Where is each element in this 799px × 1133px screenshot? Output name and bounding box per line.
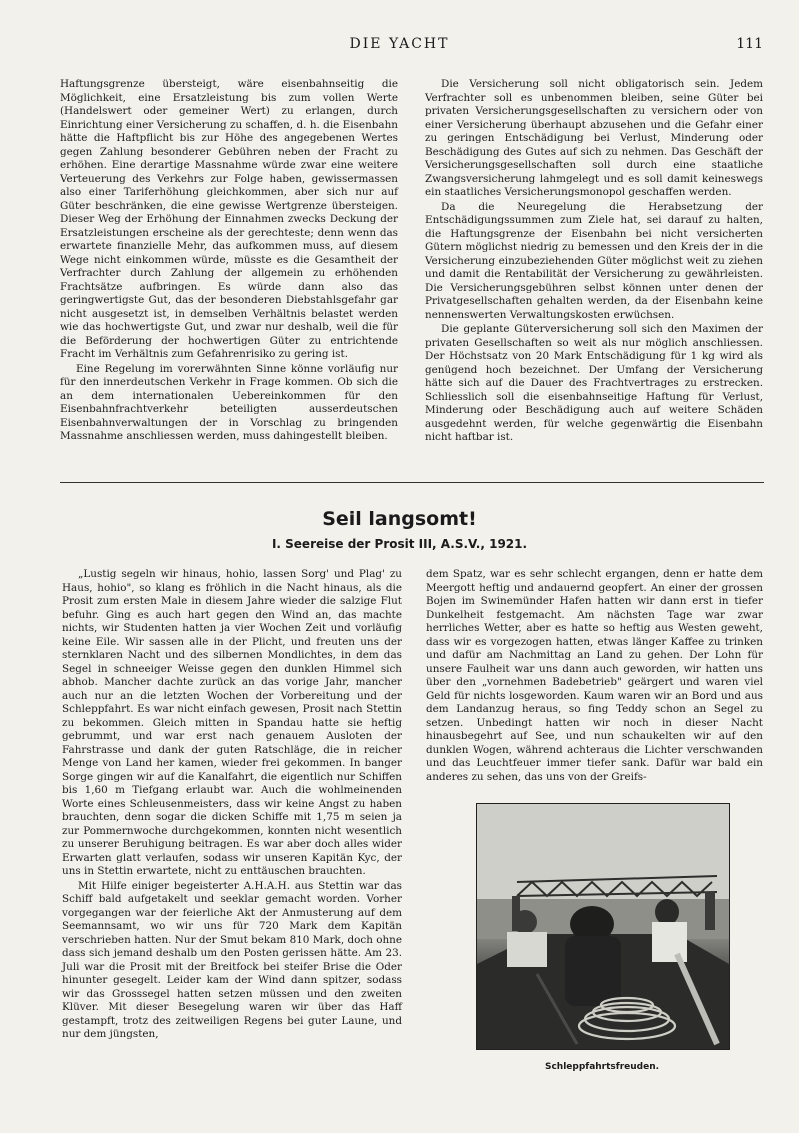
paragraph: Haftungsgrenze übersteigt, wäre eisenbahnseitig die Möglichkeit, eine Ersatzleistung bis zum vollen Werte (Handelswert oder gemeiner Wert) zu erlangen, durch Einrichtung einer Versicherung zu schaffen, d. h. die Eisenbahn hätte die Haftpflicht bis zur Höhe des angegebenen Wertes gegen Zahlung besonderer Gebühren neben der Fracht zu erhöhen. Eine derartige Massnahme würde zwar eine weitere Verteuerung des Verkehrs zur Folge haben, gewissermassen also einer Tariferhöhung gleichkommen, aber sich nur auf Güter beschränken, die eine gewisse Wertgrenze übersteigen. Dieser Weg der Erhöhung der Einnahmen zwecks Deckung der Ersatzleistungen erscheine als der gerechteste; denn wenn das erwartete finanzielle Mehr, das aufkommen muss, auf diesem Wege nicht einkommen würde, müsste es die Gesamtheit der Verfrachter durch Zahlung der allgemein zu erhöhenden Frachtsätze aufbringen. Es würde dann also das geringwertigste Gut, das der besonderen Diebstahlsgefahr gar nicht ausgesetzt ist, in demselben Verhältnis belastet werden wie das hochwertigste Gut, und zwar nur deshalb, weil die für die Beförderung der hochwertigen Güter zu entrichtende Fracht im Verhältnis zum Gefahrenrisiko zu gering ist. (60, 78, 398, 360)
article-title: Seil langsomt! (322, 508, 477, 530)
section-divider (60, 482, 764, 483)
paragraph: Mit Hilfe einiger begeisterter A.H.A.H. aus Stettin war das Schiff bald aufgetakelt und seeklar gemacht worden. Vorher vorgegangen war der feierliche Akt der Anmusterung auf dem Seemannsamt, wo wir uns für 720 Mark dem Kapitän verschrieben hatten. Nur der Smut bekam 810 Mark, doch ohne dass sich jemand deshalb um den Posten gerissen hätte. Am 23. Juli war die Prosit mit der Breitfock bei steifer Brise die Oder hinunter gesegelt. Leider kam der Wind dann spitzer, sodass wir das Grosssegel hatten setzen müssen und den zweiten Klüver. Mit dieser Besegelung waren wir über das Haff gestampft, trotz des zeitweiligen Regens bei guter Laune, und nur dem jüngsten, (62, 879, 402, 1040)
paragraph: Da die Neuregelung die Herabsetzung der Entschädigungssummen zum Ziele hat, sei darauf zu halten, die Haftungsgrenze der Eisenbahn bei nicht versicherten Gütern möglichst niedrig zu bemessen und den Kreis der in die Versicherung einzubeziehenden Güter möglichst weit zu ziehen und damit die Rentabilität der Versicherung zu gewährleisten. Die Versicherungsgebühren selbst können unter denen der Privatgesellschaften gehalten werden, da der Eisenbahn keine nennenswerten Verwaltungskosten erwüchsen. (425, 200, 763, 321)
article-left-column (62, 568, 402, 1043)
paragraph: Eine Regelung im vorerwähnten Sinne könne vorläufig nur für den innerdeutschen Verkehr in Frage kommen. Ob sich die an dem internationalen Uebereinkommen für den Eisenbahnfrachtverkehr beteiligten ausserdeutschen Eisenbahnverwaltungen der in Vorschlag zu bringenden Massnahme anschliessen werden, muss dahingestellt bleiben. (60, 362, 398, 442)
top-article-right-column (425, 78, 763, 446)
paragraph: „Lustig segeln wir hinaus, hohio, lassen Sorg' und Plag' zu Haus, hohio", so klang es fröhlich in die Nacht hinaus, als die Prosit zum ersten Male in diesem Jahre wieder die salzige Flut befuhr. Ging es auch hart gegen den Wind an, das machte nichts, wir Studenten hatten ja vier Wochen Zeit und vorläufig keine Eile. Wir sassen alle in der Plicht, und freuten uns der sternklaren Nacht und des silbernen Mondlichtes, in dem das Segel in schneeiger Weisse gegen den dunklen Himmel sich abhob. Mancher dachte zurück an das vorige Jahr, mancher auch nur an die letzten Wochen der Vorbereitung und der Schleppfahrt. Es war nicht einfach gewesen, Prosit nach Stettin zu bekommen. Gleich mitten in Spandau hatte sie heftig gebrummt, und war erst nach genauem Ausloten der Fahrstrasse und dank der guten Ratschläge, die in reicher Menge von Land her kamen, wieder frei gekommen. In banger Sorge gingen wir auf die Kanalfahrt, die eigentlich nur Schiffen bis 1,60 m Tiefgang erlaubt war. Auch die wohlmeinenden Worte eines Schleusenmeisters, dass wir keine Angst zu haben brauchten, denn sogar die dicken Schiffe mit 1,75 m seien ja zur Pommernwoche durchgekommen, konnten nicht wesentlich zu unserer Beruhigung beitragen. Es war aber doch alles wider Erwarten glatt verlaufen, sodass wir unseren Kapitän Kyc, der uns in Stettin erwartete, nicht zu enttäuschen brauchten. (62, 568, 402, 877)
article-subtitle: I. Seereise der Prosit III, A.S.V., 1921. (271, 537, 528, 551)
page-number: 111 (736, 36, 763, 52)
photo-caption: Schleppfahrtsfreuden. (544, 1062, 660, 1072)
paragraph: Die Versicherung soll nicht obligatorisch sein. Jedem Verfrachter soll es unbenommen bleiben, seine Güter bei privaten Versicherungsgesellschaften zu versichern oder von einer Versicherung überhaupt abzusehen und die Gefahr einer zu geringen Entschädigung bei Verlust, Minderung oder Beschädigung des Gutes auf sich zu nehmen. Das Geschäft der Versicherungsgesellschaften soll durch eine staatliche Zwangsversicherung lahmgelegt und es soll damit keineswegs ein staatliches Versicherungsmonopol geschaffen werden. (425, 78, 763, 198)
photo-illustration (477, 804, 729, 1049)
paragraph: Die geplante Güterversicherung soll sich den Maximen der privaten Gesellschaften so weit als nur möglich anschliessen. Der Höchstsatz von 20 Mark Entschädigung für 1 kg wird als genügend hoch bezeichnet. Der Umfang der Versicherung hätte sich auf die Dauer des Frachtvertrages zu erstrecken. Schliesslich soll die eisenbahnseitige Haftung für Verlust, Minderung oder Beschädigung auch auf weitere Schäden ausgedehnt werden, für welche gegenwärtig die Eisenbahn nicht haftbar ist. (425, 323, 763, 443)
article-right-column (426, 568, 763, 785)
top-article-left-column (60, 78, 398, 445)
photo-schleppfahrt (476, 803, 730, 1050)
running-title: DIE YACHT (349, 36, 450, 52)
paragraph: dem Spatz, war es sehr schlecht ergangen, denn er hatte dem Meergott heftig und andauernd geopfert. An einer der grossen Bojen im Swinemünder Hafen hatten wir dann erst in tiefer Dunkelheit festgemacht. Am nächsten Tage war zwar herrliches Wetter, aber es hatte so heftig aus Westen geweht, dass wir es vorgezogen hatten, etwas länger Kaffee zu trinken und dafür am Nachmittag an Land zu gehen. Der Lohn für unsere Faulheit war uns dann auch geworden, wir hatten uns über den „vornehmen Badebetrieb" geärgert und waren viel Geld für nichts losgeworden. Kaum waren wir an Bord und aus dem Landanzug heraus, so fing Teddy schon an Segel zu setzen. Unbedingt hatten wir noch in dieser Nacht hinausbegehrt auf See, und nun schaukelten wir auf den dunklen Wogen, während achteraus die Lichter verschwanden und das Leuchtfeuer immer tiefer sank. Dafür war bald ein anderes zu sehen, das uns von der Greifs- (426, 568, 763, 783)
